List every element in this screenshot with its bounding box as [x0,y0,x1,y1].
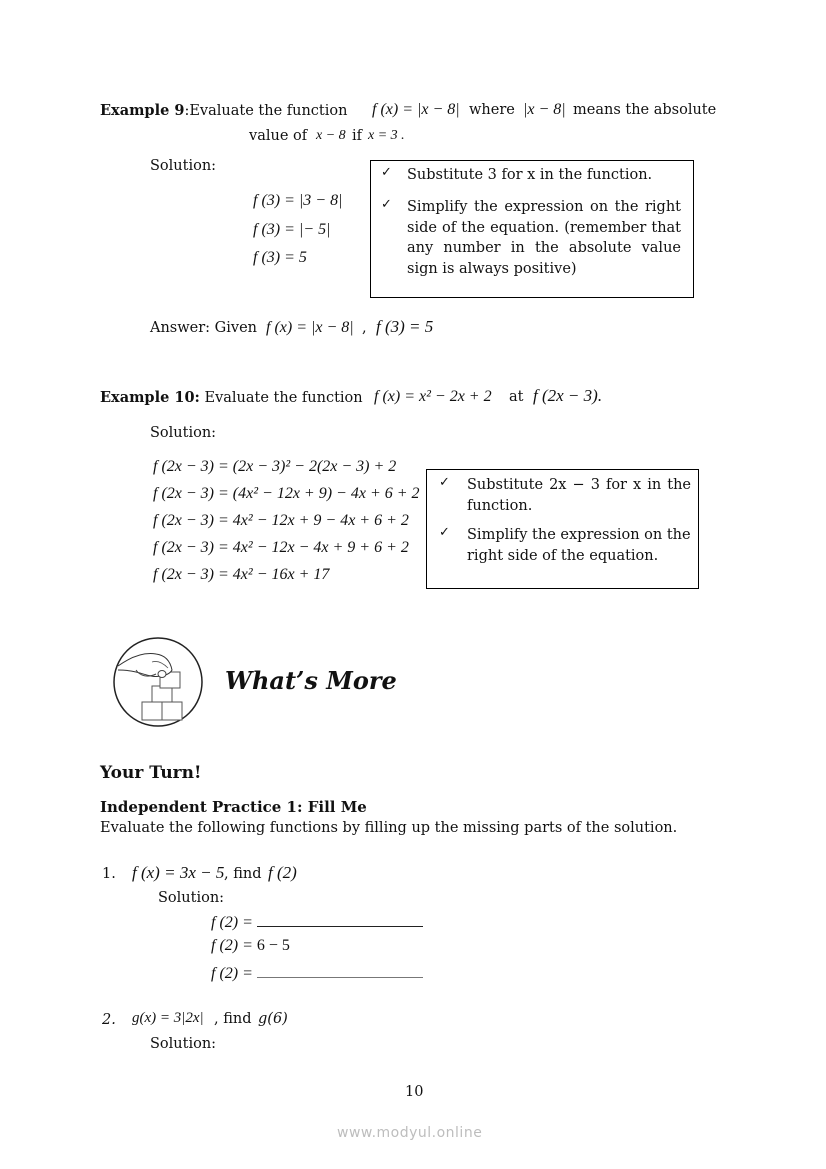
note-text: Substitute 2x − 3 for x in the function. [467,477,691,514]
example10-intro-text: Evaluate the function [204,390,363,406]
example9-function-math: f (x) = |x − 8| [372,101,460,118]
check-icon: ✓ [439,475,450,490]
check-icon: ✓ [439,525,450,540]
example9-solution-label: Solution: [150,158,217,174]
practice-instructions: Evaluate the following functions by filling up the missing parts of the solution. [100,820,678,836]
section-title: What’s More [225,666,397,695]
example10-step-5: f (2x − 3) = 4x² − 16x + 17 [153,566,330,583]
example9-step-2: f (3) = |− 5| [253,221,331,238]
item-1-number: 1. [102,866,116,882]
example10-notes-box [426,469,699,589]
example9-step-1: f (3) = |3 − 8| [253,192,343,209]
example9-intro-line1 [100,102,347,119]
example10-function-math: f (x) = x² − 2x + 2 [374,388,492,405]
page-number: 10 [405,1084,424,1100]
example9-if: if [352,128,363,144]
example9-intro-text: :Evaluate the function [184,103,348,119]
example9-notes-box [370,160,694,298]
note-text: Simplify the expression on the right side of the equation. (remember that any number in the absolute value sign is always positive) [407,199,681,277]
item-2-number: 2. [102,1012,116,1028]
practice-title: Independent Practice 1: Fill Me [100,798,367,816]
item-2-solution-label: Solution: [150,1036,217,1052]
note-item [381,197,683,279]
item-2-find-target: g(6) [258,1011,288,1027]
note-item [439,475,691,516]
note-text: Substitute 3 for x in the function. [407,167,653,183]
example9-value-math: x − 8 [316,128,346,143]
item-1-find-target: f (2) [268,863,297,882]
example10-step-2: f (2x − 3) = (4x² − 12x + 9) − 4x + 6 + 2 [153,485,420,502]
example9-step-3: f (3) = 5 [253,249,307,266]
watermark: www.modyul.online [337,1125,483,1141]
example9-condition: x = 3 . [368,128,405,143]
check-icon: ✓ [381,165,392,180]
example9-label: Example 9 [100,102,185,119]
example10-intro [100,389,363,406]
example9-answer-label: Answer: Given [150,320,258,336]
item-1-solution-label: Solution: [158,890,225,906]
check-icon: ✓ [381,197,392,212]
example9-abs-math: |x − 8| [523,101,566,118]
example10-at: at [509,389,524,405]
example10-step-3: f (2x − 3) = 4x² − 12x + 9 − 4x + 6 + 2 [153,512,409,529]
example9-answer-function: f (x) = |x − 8| [266,319,354,336]
example9-means: means the absolute [573,102,717,118]
item-1-line-1: f (2) = [211,912,423,932]
note-item [381,165,683,186]
example9-answer-separator: , [362,320,367,336]
example10-target: f (2x − 3). [533,386,603,405]
example10-label: Example 10: [100,389,200,406]
note-item [439,525,691,566]
answer-blank[interactable] [257,963,423,978]
example10-step-4: f (2x − 3) = 4x² − 12x − 4x + 9 + 6 + 2 [153,539,409,556]
example9-answer-value: f (3) = 5 [376,317,434,336]
hand-stacking-blocks-icon [112,636,204,728]
item-1-problem: f (x) = 3x − 5 [132,863,225,882]
example10-solution-label: Solution: [150,425,217,441]
example9-where: where [469,102,515,118]
item-2-problem: g(x) = 3|2x| [132,1010,204,1026]
answer-blank[interactable] [257,912,423,927]
example9-value-of: value of [249,128,308,144]
item-1-line-3: f (2) = [211,963,423,983]
note-text: Simplify the expression on the right side of the equation. [467,527,691,564]
example10-step-1: f (2x − 3) = (2x − 3)² − 2(2x − 3) + 2 [153,458,397,475]
item-1-line-2: f (2) = 6 − 5 [211,937,290,954]
your-turn-heading: Your Turn! [100,763,202,783]
item-2-find: , find [214,1011,252,1027]
item-1-find: , find [224,866,262,882]
